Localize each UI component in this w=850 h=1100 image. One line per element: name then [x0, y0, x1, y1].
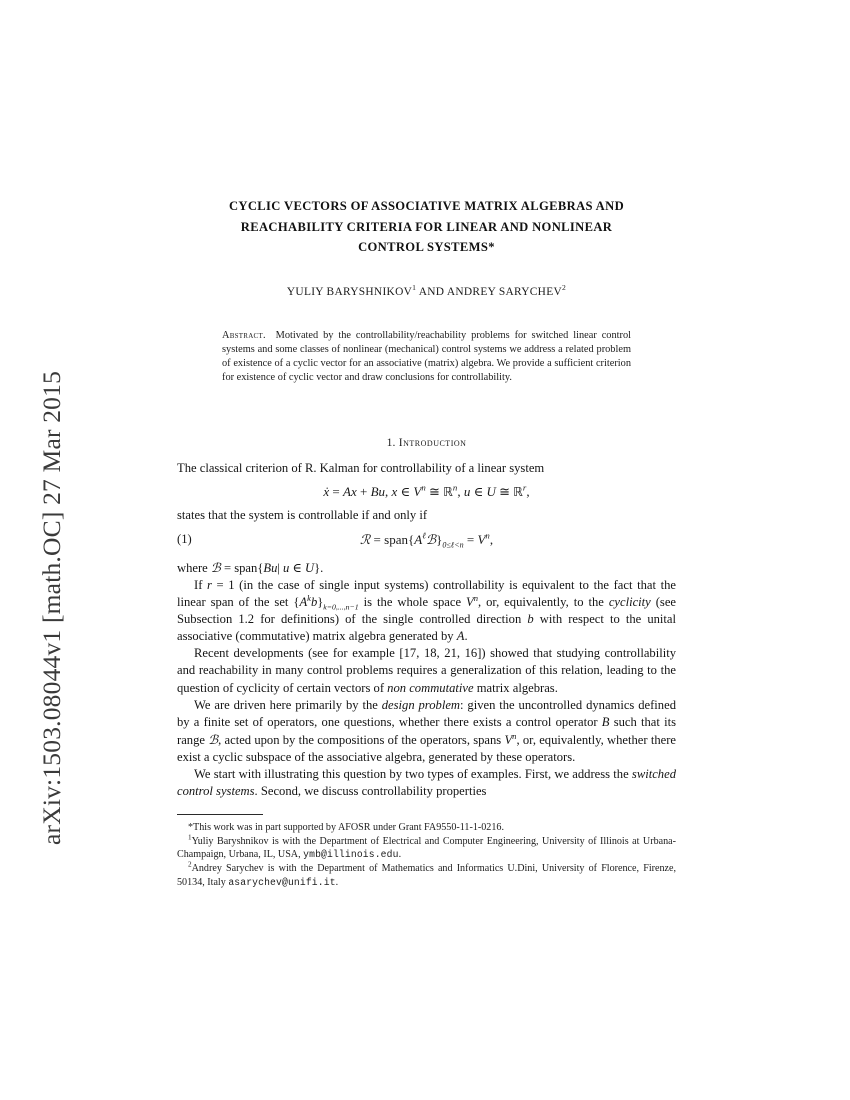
paragraph-recent-part-a: Recent developments (see for example [17, 18, 21, 16]) showed that studying controllability and reachability in many control problems requires a generalization of this relation, leading to the question of cyclicity of certain vectors of: [177, 646, 676, 695]
paper-content: [177, 196, 676, 889]
arxiv-stamp: arXiv:1503.08044v1 [math.OC] 27 Mar 2015: [37, 370, 66, 845]
paragraph-single-input: If r = 1 (in the case of single input systems) controllability is equivalent to the fact that the linear span of the set $\{A^kb\}_{k=0,...,n-1}$ is the whole space $V^n$, or, equivalently, to the cyclicity (see Subsection 1.2 for definitions) of the single controlled direction b with respect to the unital associative (commutative) matrix algebra generated by A.: [177, 577, 676, 644]
paragraph-where-B: where ℬ = span{Bu| u ∈ U}.: [177, 559, 324, 575]
paragraph-recent-developments: [177, 645, 676, 696]
author-second-footnote-marker: 2: [562, 282, 567, 292]
footnote-1-email[interactable]: ymb@illinois.edu: [303, 849, 399, 861]
footnote-2-email[interactable]: asarychev@unifi.it: [228, 876, 336, 888]
paragraph-examples-part-b: . Second, we discuss controllability properties: [254, 784, 487, 799]
display-equation-state: ẋ = Ax + Bu, x ∈ $V^n$ ≅ ℝ$^n$, u ∈ U ≅ ℝ$^r$,: [323, 482, 530, 499]
footnote-separator-rule: [177, 814, 263, 815]
footnote-1-marker: 1: [188, 833, 192, 842]
section-heading: [177, 436, 676, 449]
footnote-area: [177, 814, 676, 889]
equation-1-row: [177, 532, 676, 552]
paragraph-examples-intro: [177, 766, 676, 800]
title-line-2: REACHABILITY CRITERIA FOR LINEAR AND NONLINEAR: [240, 219, 613, 234]
section-title: Introduction: [398, 435, 467, 449]
footnote-1-text: Yuliy Baryshnikov is with the Department of Electrical and Computer Engineering, University of Illinois at Urbana-Champaign, Urbana, IL, USA,: [177, 835, 676, 861]
term-non-commutative: non commutative: [387, 680, 474, 695]
term-cyclicity: cyclicity: [608, 595, 651, 610]
footnote-1-tail: .: [398, 849, 402, 861]
footnote-2-marker: 2: [188, 860, 192, 869]
paragraph-recent-part-b: matrix algebras.: [473, 680, 558, 695]
footnote-2-text: Andrey Sarychev is with the Department of Mathematics and Informatics U.Dini, University of Florence, Firenze, 50134, Italy: [177, 862, 676, 888]
abstract-block: [222, 329, 631, 386]
page-title: [195, 196, 658, 258]
author-line: [177, 282, 676, 298]
paragraph-kalman-intro: The classical criterion of R. Kalman for controllability of a linear system: [177, 460, 545, 475]
footnote-2-tail: .: [335, 876, 339, 888]
section-number: 1.: [386, 435, 396, 449]
author-conjunction: AND ANDREY SARYCHEV: [416, 285, 562, 298]
equation-1-body: ℛ = $span\{A^\ell ℬ\}_{0\le\ell<n} = V^n$,: [359, 530, 494, 550]
abstract-label: Abstract.: [222, 329, 266, 341]
footnote-author-2: [177, 862, 676, 889]
paragraph-design-problem: We are driven here primarily by the design problem: given the uncontrolled dynamics defined by a finite set of operators, one questions, whether there exists a control operator B such that its range ℬ, acted upon by the compositions of the operators, spans $V^n$, or, equivalently, whether there exist a cyclic subspace of the associative algebra, generated by these operators.: [177, 697, 676, 764]
term-switched-control-systems: switched control systems: [177, 767, 676, 799]
title-line-3: CONTROL SYSTEMS*: [358, 240, 495, 254]
footnote-funding: *This work was in part supported by AFOSR under Grant FA9550-11-1-0216.: [188, 822, 504, 834]
paragraph-controllable-iff: states that the system is controllable if and only if: [177, 507, 428, 522]
author-first: YULIY BARYSHNIKOV: [286, 285, 413, 298]
paragraph-examples-part-a: We start with illustrating this question by two types of examples. First, we address the: [194, 767, 632, 781]
author-first-footnote-marker: 1: [412, 282, 417, 292]
term-design-problem: design problem: [381, 697, 461, 712]
title-line-1: CYCLIC VECTORS OF ASSOCIATIVE MATRIX ALGEBRAS AND: [228, 199, 625, 213]
footnote-author-1: [177, 835, 676, 862]
equation-1-number: (1): [177, 531, 192, 546]
abstract-text: Motivated by the controllability/reachability problems for switched linear control systems and some classes of nonlinear (mechanical) control systems we address a related problem of existence of a cyclic vector for an associative (matrix) algebra. We provide a sufficient criterion for existence of cyclic vector and draw conclusions for controllability.: [222, 329, 631, 384]
